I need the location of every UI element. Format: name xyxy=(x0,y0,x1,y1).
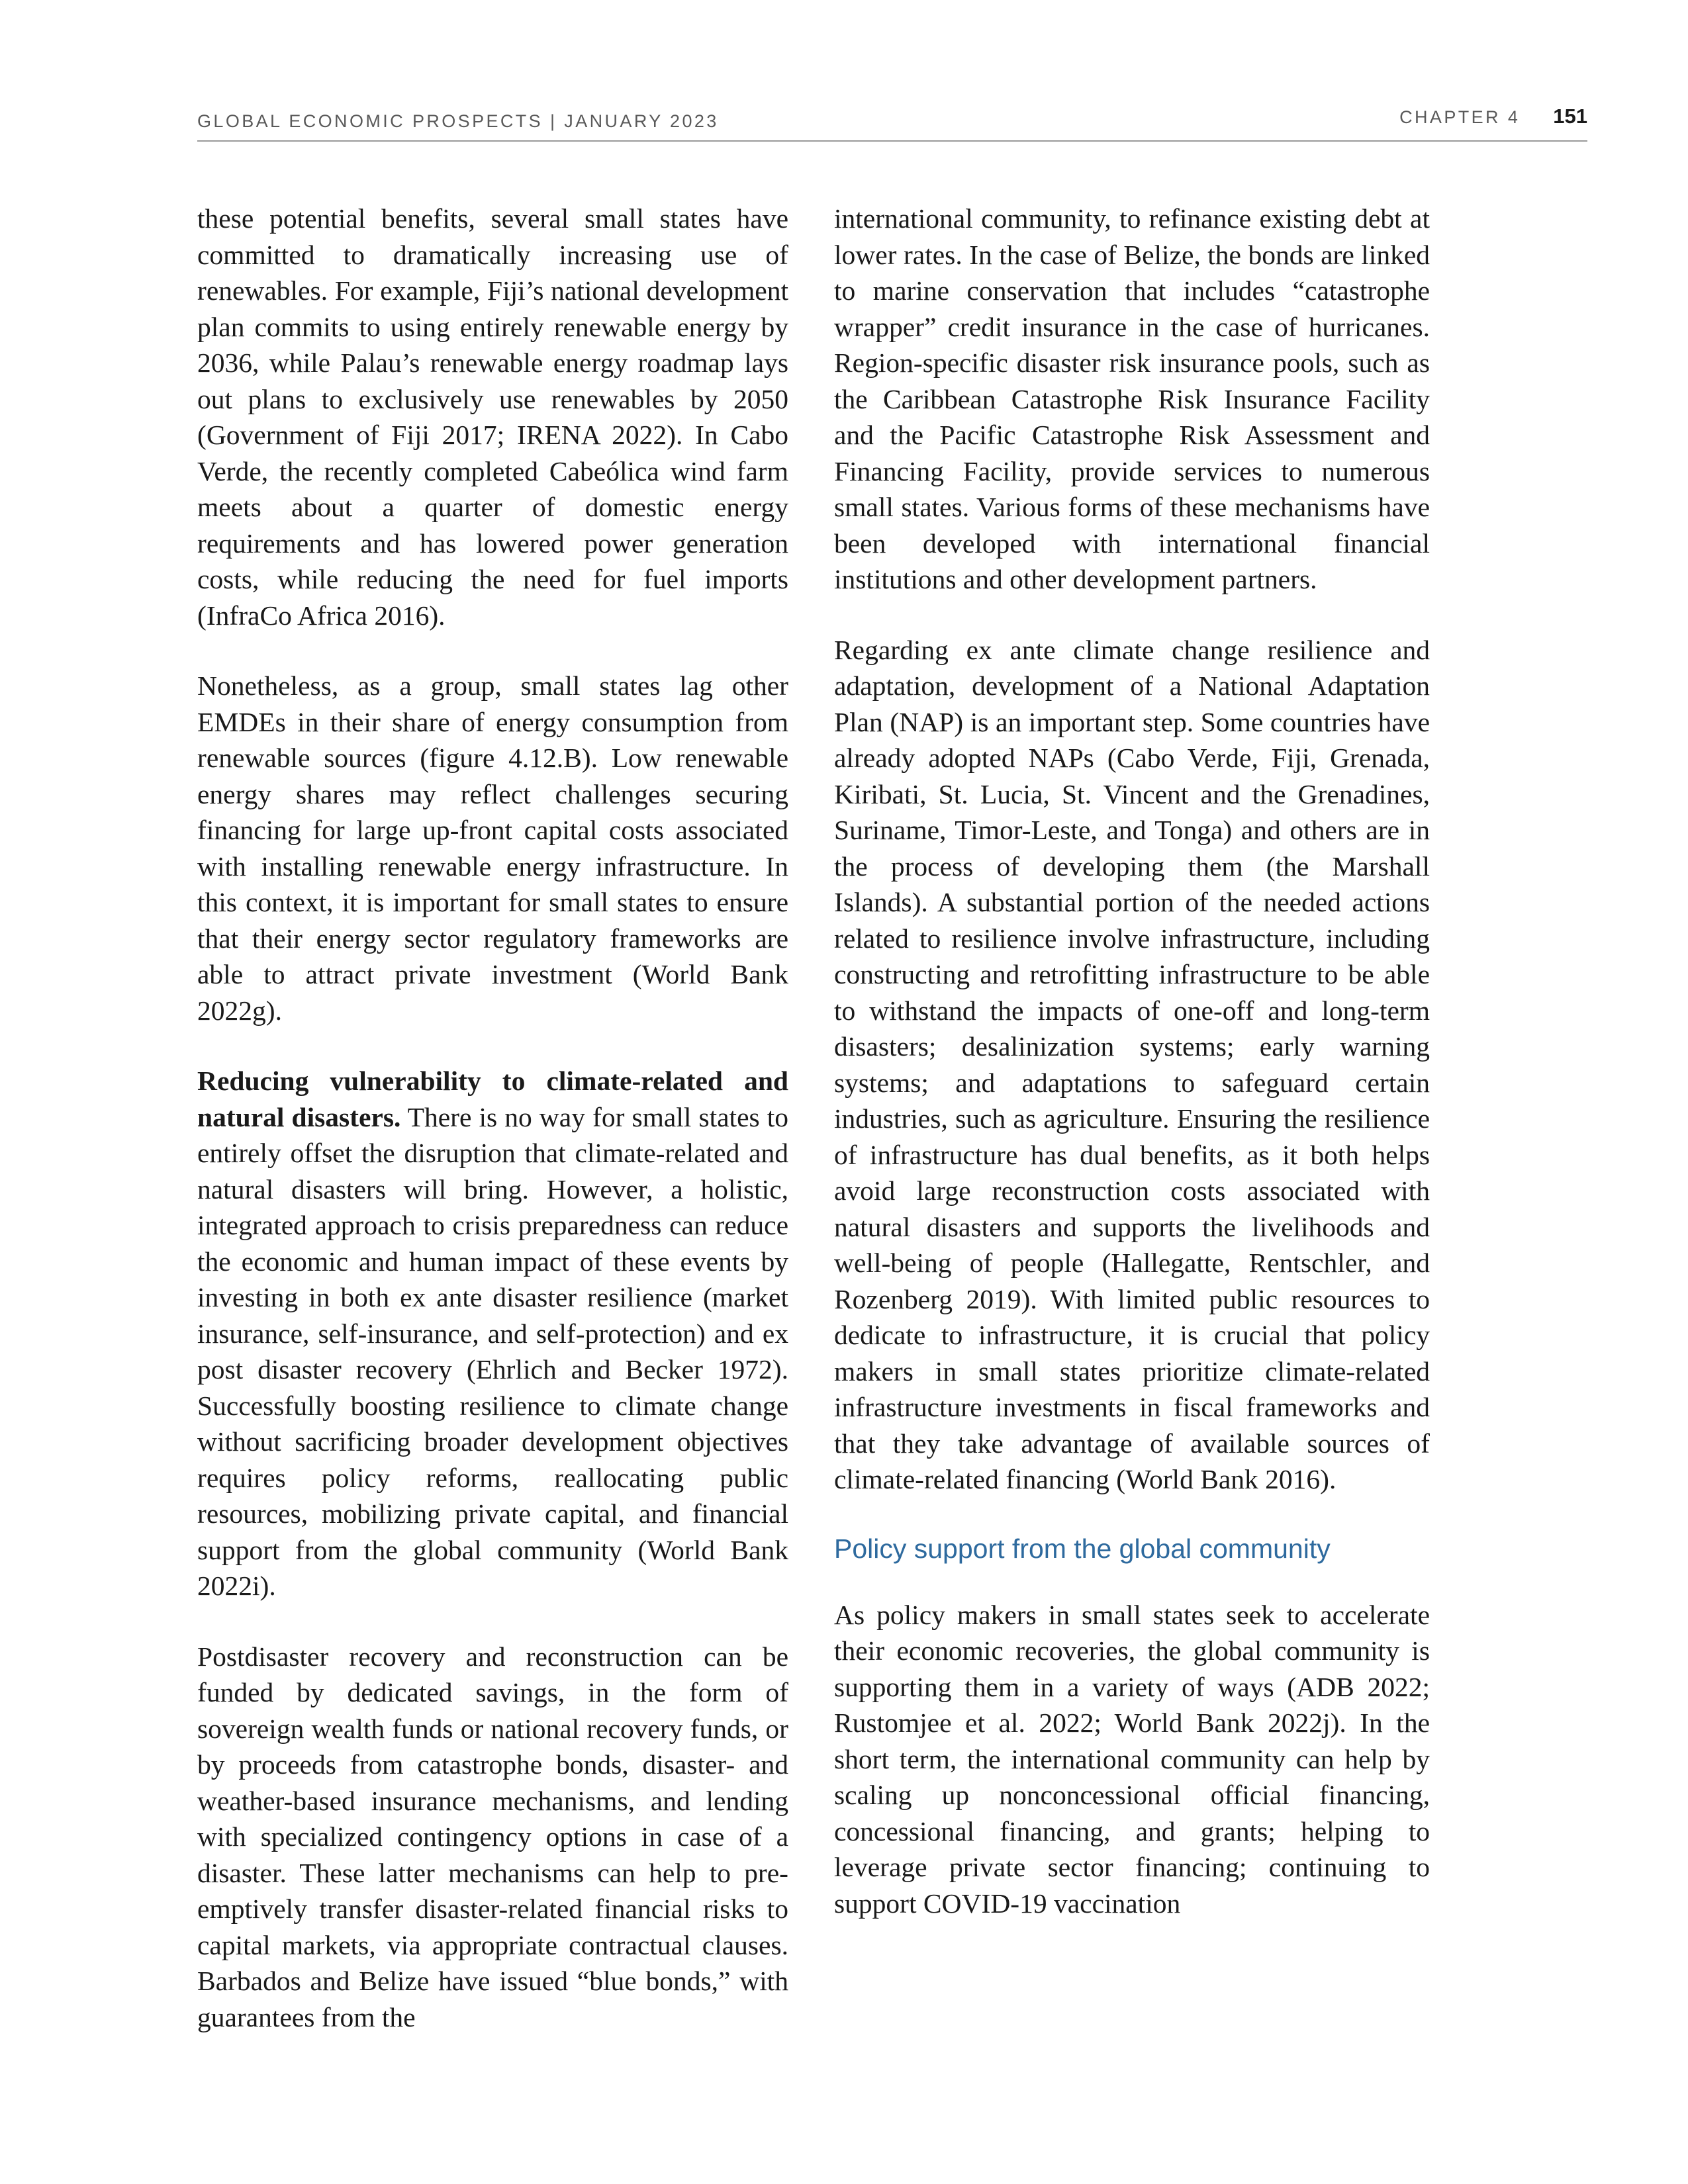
paragraph: Regarding ex ante climate change resilience and adaptation, development of a National Adaptation Plan (NAP) is an important step. Some countries have already adopted NAPs (Cabo Verde, Fiji, Grenada, Kiribati, St. Lucia, St. Vincent and the Grenadines, Suriname, Timor-Leste, and Tonga) and others are in the process of developing them (the Marshall Islands). A substantial portion of the needed actions related to resilience involve infrastructure, including constructing and retrofitting infrastructure to be able to withstand the impacts of one-off and long-term disasters; desalinization systems; early warning systems; and adaptations to safeguard certain industries, such as agriculture. Ensuring the resilience of infrastructure has dual benefits, as it both helps avoid large reconstruction costs associated with natural disasters and supports the livelihoods and well-being of people (Hallegatte, Rentschler, and Rozenberg 2019). With limited public resources to dedicate to infrastructure, it is crucial that policy makers in small states prioritize climate-related infrastructure investments in fiscal frameworks and that they take advantage of available sources of climate-related financing (World Bank 2016). xyxy=(834,634,1430,1494)
header-rule xyxy=(197,140,1587,142)
paragraph-body: There is no way for small states to entirely offset the disruption that climate-related and natural disasters will bring. However, a holistic, integrated approach to crisis preparedness can reduce the economic and human impact of these events by investing in both ex ante disaster resilience (market insurance, self-insurance, and self-protection) and ex post disaster recovery (Ehrlich and Becker 1972). Successfully boosting resilience to climate change without sacrificing broader development objectives requires policy reforms, reallocating public resources, mobilizing private capital, and financial support from the global community (World Bank 2022i). xyxy=(197,1101,788,1601)
paragraph: Nonetheless, as a group, small states lag other EMDEs in their share of energy consumption from renewable sources (figure 4.12.B). Low renewable energy shares may reflect challenges securing financing for large up-front capital costs associated with installing renewable energy infrastructure. In this context, it is important for small states to ensure that their energy sector regulatory frameworks are able to attract private investment (World Bank 2022g). xyxy=(197,670,788,1026)
header-right xyxy=(1399,105,1587,128)
right-column xyxy=(834,201,1430,1956)
paragraph-lead-in: Reducing vulnerability to climate-related and natural disasters. xyxy=(197,1066,788,1132)
publication-title: GLOBAL ECONOMIC PROSPECTS | JANUARY 2023 xyxy=(197,111,719,131)
paragraph: Postdisaster recovery and reconstruction can be funded by dedicated savings, in the form of sovereign wealth funds or national recovery funds, or by proceeds from catastrophe bonds, disaster- and weather-based insurance mechanisms, and lending with specialized contingency options in case of a disaster. These latter mechanisms can help to pre-emptively transfer disaster-related financial risks to capital markets, via appropriate contractual clauses. Barbados and Belize have issued “blue bonds,” with guarantees from the xyxy=(197,1641,788,2032)
paragraph: international community, to refinance existing debt at lower rates. In the case of Belize, the bonds are linked to marine conservation that includes “catastrophe wrapper” credit insurance in the case of hurricanes. Region-specific disaster risk insurance pools, such as the Caribbean Catastrophe Risk Insurance Facility and the Pacific Catastrophe Risk Assessment and Financing Facility, provide services to numerous small states. Various forms of these mechanisms have been developed with international financial institutions and other development partners. xyxy=(834,203,1430,594)
chapter-label: CHAPTER 4 xyxy=(1399,107,1521,127)
section-heading: Policy support from the global community xyxy=(834,1533,1331,1564)
page-number: 151 xyxy=(1553,105,1587,128)
left-column xyxy=(197,201,788,2070)
running-header xyxy=(197,105,1587,138)
paragraph: these potential benefits, several small states have committed to dramatically increasing use of renewables. For example, Fiji’s national development plan commits to using entirely renewable energy by 2036, while Palau’s renewable energy roadmap lays out plans to exclusively use renewables by 2050 (Government of Fiji 2017; IRENA 2022). In Cabo Verde, the recently completed Cabeólica wind farm meets about a quarter of domestic energy requirements and has lowered power generation costs, while reducing the need for fuel imports (InfraCo Africa 2016). xyxy=(197,203,788,631)
paragraph xyxy=(197,1063,788,1604)
paragraph: As policy makers in small states seek to accelerate their economic recoveries, the global community is supporting them in a variety of ways (ADB 2022; Rustomjee et al. 2022; World Bank 2022j). In the short term, the international community can help by scaling up nonconcessional official financing, concessional financing, and grants; helping to leverage private sector financing; continuing to support COVID-19 vaccination xyxy=(834,1599,1430,1919)
